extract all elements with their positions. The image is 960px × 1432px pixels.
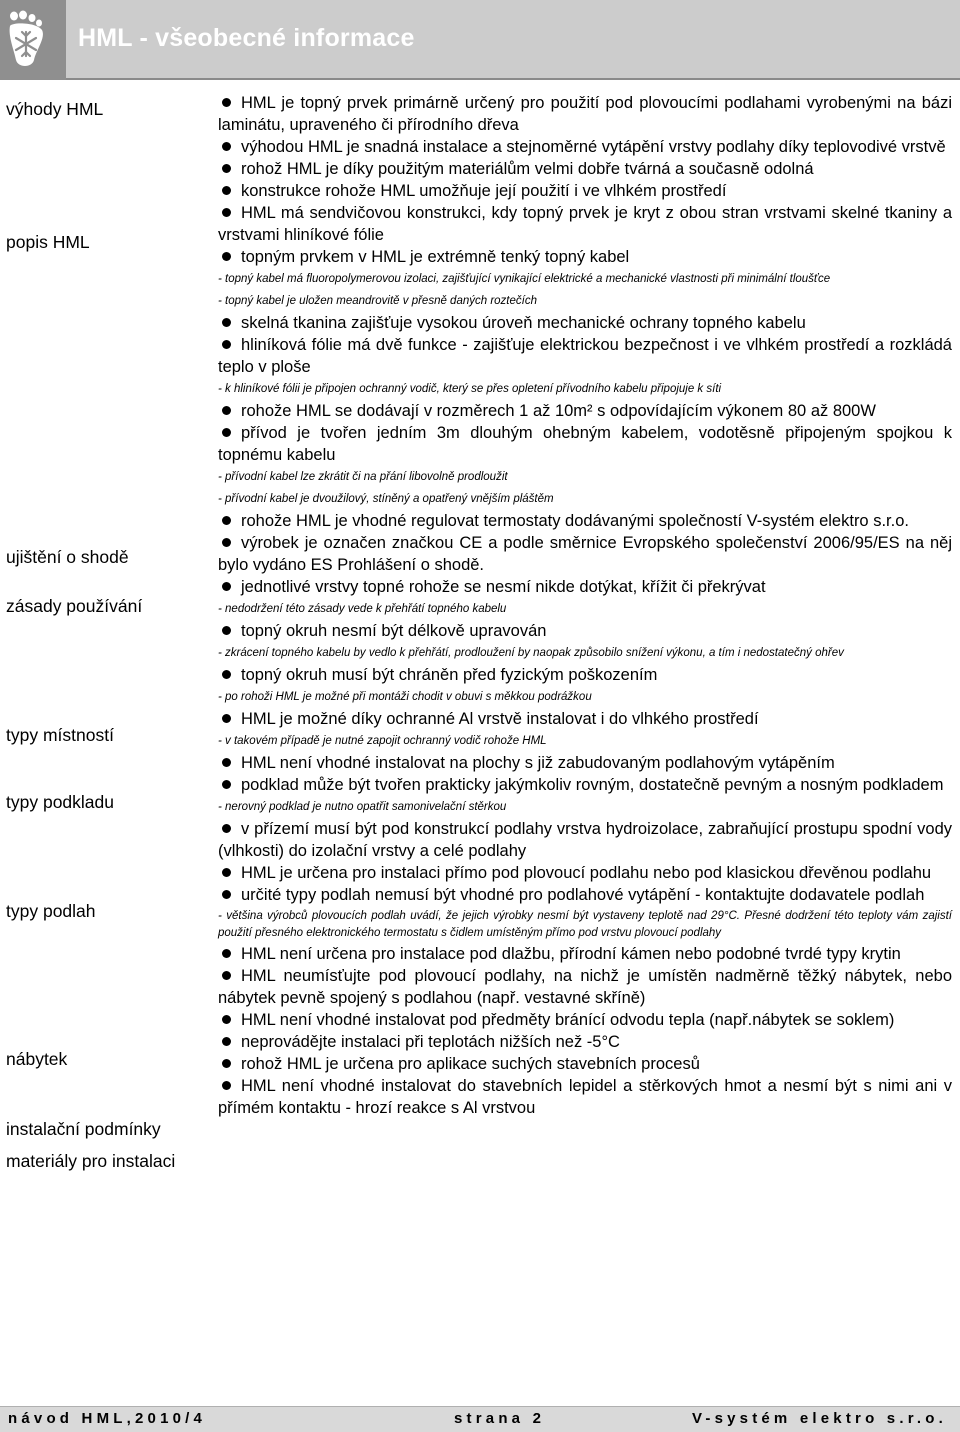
bullet-item: hliníková fólie má dvě funkce - zajišťuje elektrickou bezpečnost i ve vlhkém prostředí a rozkládá teplo v ploše	[218, 336, 952, 376]
note-item: - nedodržení této zásady vede k přehřátí topného kabelu	[218, 603, 507, 615]
bullet-item: rohože HML se dodávají v rozměrech 1 až 10m² s odpovídajícím výkonem 80 až 800W	[218, 400, 952, 422]
note-item: - nerovný podklad je nutno opatřit samonivelační stěrkou	[218, 801, 507, 813]
sidebar-label-nabytek: nábytek	[6, 1049, 68, 1069]
footer-company: V-systém elektro s.r.o.	[692, 1410, 948, 1427]
bullet-item: HML je možné díky ochranné Al vrstvě instalovat i do vlhkého prostředí	[218, 708, 952, 730]
bullet-item: topný okruh musí být chráněn před fyzickým poškozením	[218, 664, 952, 686]
footer-document: návod HML,2010/4	[8, 1410, 207, 1427]
bullet-item: v přízemí musí být pod konstrukcí podlahy vrstva hydroizolace, zabraňující prostupu spodní vody (vlhkosti) do izolační vrstvy a celé podlahy	[218, 820, 952, 860]
bullet-item: topným prvkem v HML je extrémně tenký topný kabel	[218, 246, 952, 268]
bullet-item: konstrukce rohože HML umožňuje její použití i ve vlhkém prostředí	[218, 180, 952, 202]
bullet-item: skelná tkanina zajišťuje vysokou úroveň mechanické ochrany topného kabelu	[218, 312, 952, 334]
sidebar-label-popis: popis HML	[6, 232, 90, 252]
bullet-item: neprovádějte instalaci při teplotách nižších než -5°C	[218, 1031, 952, 1053]
bullet-item: rohož HML je díky použitým materiálům velmi dobře tvárná a současně odolná	[218, 158, 952, 180]
bullet-item: určité typy podlah nemusí být vhodné pro podlahové vytápění - kontaktujte dodavatele podlah	[218, 884, 952, 906]
bullet-item: topný okruh nesmí být délkově upravován	[218, 620, 952, 642]
content-body	[218, 92, 952, 1119]
bullet-item: HML není vhodné instalovat pod předměty bránící odvodu tepla (např.nábytek se soklem)	[218, 1009, 952, 1031]
bullet-item: podklad může být tvořen prakticky jakýmkoliv rovným, dostatečně pevným a nosným podkladem	[218, 774, 952, 796]
bullet-item: HML není určena pro instalace pod dlažbu, přírodní kámen nebo podobné tvrdé typy krytin	[218, 943, 952, 965]
logo	[0, 0, 66, 80]
page-footer	[0, 1406, 960, 1432]
note-item: - po rohoži HML je možné při montáži chodit v obuvi s měkkou podrážkou	[218, 691, 592, 703]
page-title: HML - všeobecné informace	[78, 24, 415, 52]
page-header	[0, 0, 960, 80]
note-item: - přívodní kabel je dvoužilový, stíněný a opatřený vnějším pláštěm	[218, 493, 554, 505]
sidebar-label-shoda: ujištění o shodě	[6, 547, 129, 567]
bullet-item: HML je určena pro instalaci přímo pod plovoucí podlahu nebo pod klasickou dřevěnou podlahu	[218, 862, 952, 884]
bullet-item: výrobek je označen značkou CE a podle směrnice Evropského společenství 2006/95/ES na něj bylo vydáno ES Prohlášení o shodě.	[218, 534, 952, 574]
bullet-item: HML není vhodné instalovat do stavebních lepidel a stěrkových hmot a nesmí být s nimi ani v přímém kontaktu - hrozí reakce s Al vrstvou	[218, 1077, 952, 1117]
bullet-item: přívod je tvořen jedním 3m dlouhým ohebným kabelem, vodotěsně připojeným spojkou k topnému kabelu	[218, 424, 952, 464]
bullet-item: HML je topný prvek primárně určený pro použití pod plovoucími podlahami vyrobenými na bázi laminátu, upraveného či přírodního dřeva	[218, 94, 952, 134]
sidebar-label-podminky: instalační podmínky	[6, 1119, 161, 1139]
footer-page-number: strana 2	[454, 1410, 546, 1427]
note-item: - zkrácení topného kabelu by vedlo k přehřátí, prodloužení by naopak způsobilo snížení výkonu, a tím i nedostatečný ohřev	[218, 647, 844, 659]
bullet-item: výhodou HML je snadná instalace a stejnoměrné vytápění vrstvy podlahy díky teplovodivé vrstvě	[218, 136, 952, 158]
note-item: - v takovém případě je nutné zapojit ochranný vodič rohože HML	[218, 735, 547, 747]
sidebar-label-vyhody: výhody HML	[6, 99, 104, 119]
sidebar-label-podklad: typy podkladu	[6, 792, 114, 812]
note-item: - přívodní kabel lze zkrátit či na přání libovolně prodloužit	[218, 471, 508, 483]
bullet-item: jednotlivé vrstvy topné rohože se nesmí nikde dotýkat, křížit či překrývat	[218, 576, 952, 598]
note-item: - topný kabel je uložen meandrovitě v přesně daných roztečích	[218, 295, 537, 307]
bullet-item: HML není vhodné instalovat na plochy s již zabudovaným podlahovým vytápěním	[218, 752, 952, 774]
footprint-snowflake-icon	[6, 10, 60, 68]
bullet-item: rohož HML je určena pro aplikace suchých stavebních procesů	[218, 1053, 952, 1075]
note-item: - k hliníkové fólii je připojen ochranný vodič, který se přes opletení přívodního kabelu připojuje k síti	[218, 383, 722, 395]
bullet-item: rohože HML je vhodné regulovat termostaty dodávanými společností V-systém elektro s.r.o.	[218, 510, 952, 532]
sidebar-label-mistnosti: typy místností	[6, 725, 114, 745]
note-item: - topný kabel má fluoropolymerovou izolaci, zajišťující vynikající elektrické a mechanické vlastnosti při minimální tloušťce	[218, 273, 831, 285]
bullet-item: HML neumísťujte pod plovoucí podlahy, na nichž je umístěn nadměrně těžký nábytek, nebo nábytek pevně spojený s podlahou (např. vestavné skříně)	[218, 967, 952, 1007]
sidebar-label-zasady: zásady používání	[6, 596, 143, 616]
note-item: - většina výrobců plovoucích podlah uvádí, že jejich výrobky nesmí být vystaveny teplotě nad 29°C. Přesné dodržení této teploty vám zajistí použití přesného elektronického termostatu s čidlem umístěným přímo pod vrstvu plovoucí podlahy	[218, 910, 952, 939]
bullet-item: HML má sendvičovou konstrukci, kdy topný prvek je kryt z obou stran vrstvami skelné tkaniny a vrstvami hliníkové fólie	[218, 204, 952, 244]
sidebar-label-podlahy: typy podlah	[6, 901, 96, 921]
sidebar-label-materialy: materiály pro instalaci	[6, 1151, 176, 1171]
